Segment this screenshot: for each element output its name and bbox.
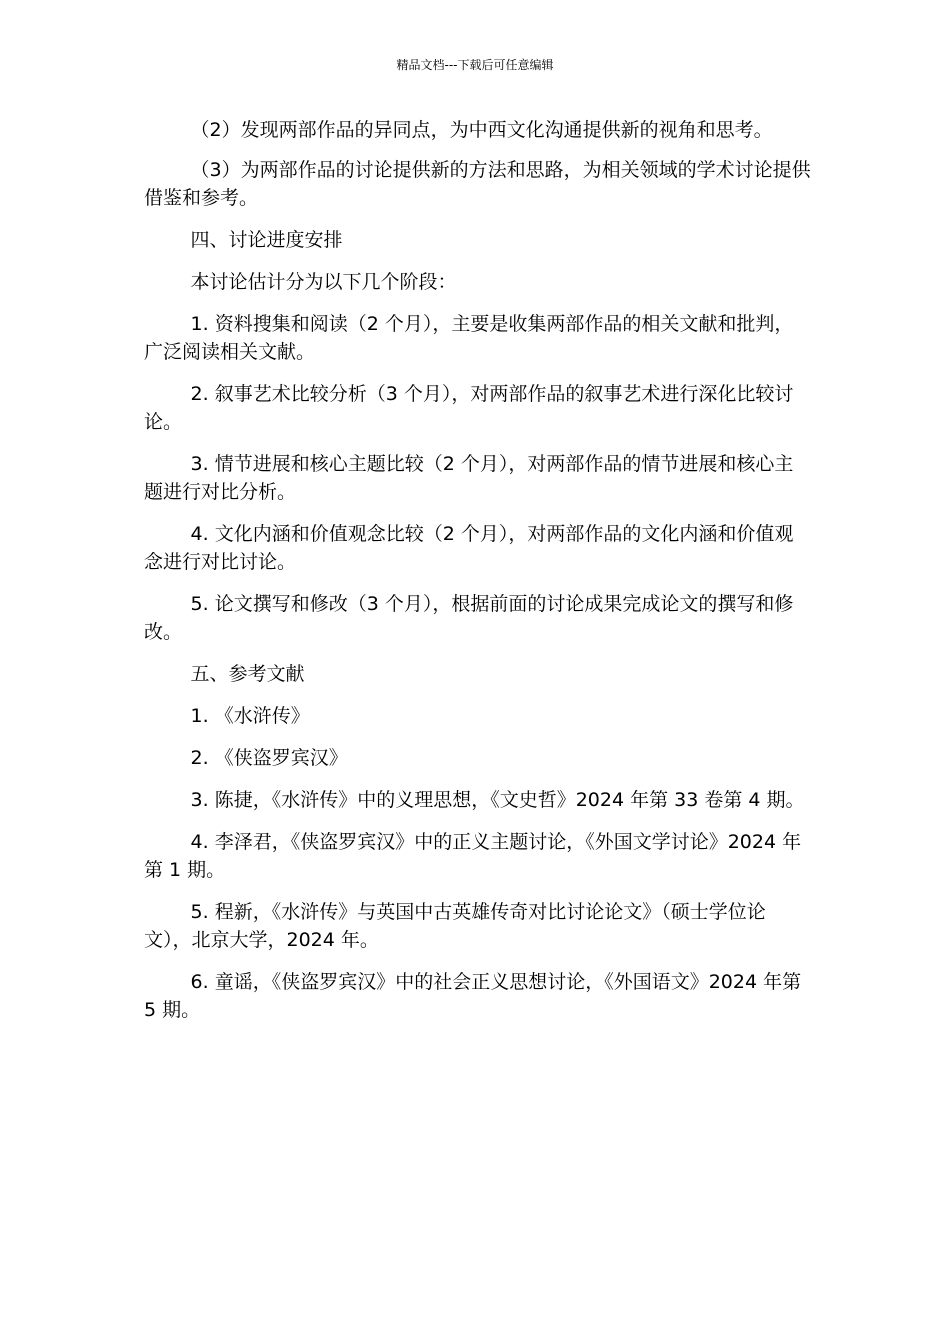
schedule-item-4: 4. 文化内涵和价值观念比较（2 个月），对两部作品的文化内涵和价值观念进行对比讨论。 [144,523,794,573]
reference-item-1: 1. 《水浒传》 [190,705,310,727]
document-body [144,116,812,1038]
reference-item-5: 5. 程新，《水浒传》与英国中古英雄传奇对比讨论论文》（硕士学位论文），北京大学，2024 年。 [144,901,766,951]
schedule-item-5: 5. 论文撰写和修改（3 个月），根据前面的讨论成果完成论文的撰写和修改。 [144,593,794,643]
schedule-item-1: 1. 资料搜集和阅读（2 个月），主要是收集两部作品的相关文献和批判，广泛阅读相关文献。 [144,313,794,363]
schedule-item-3: 3. 情节进展和核心主题比较（2 个月），对两部作品的情节进展和核心主题进行对比分析。 [144,453,794,503]
reference-item-6: 6. 童谣，《侠盗罗宾汉》中的社会正义思想讨论，《外国语文》2024 年第 5 期。 [144,971,802,1021]
paragraph-objective-3: （3）为两部作品的讨论提供新的方法和思路，为相关领域的学术讨论提供借鉴和参考。 [144,159,811,209]
reference-item-3: 3. 陈捷，《水浒传》中的义理思想，《文史哲》2024 年第 33 卷第 4 期。 [190,789,805,811]
page-header: 精品文档---下载后可任意编辑 [396,58,554,72]
paragraph-objective-2: （2）发现两部作品的异同点，为中西文化沟通提供新的视角和思考。 [190,119,773,141]
section-heading-schedule: 四、讨论进度安排 [190,229,343,251]
paragraph-schedule-intro: 本讨论估计分为以下几个阶段： [190,271,457,293]
reference-item-2: 2. 《侠盗罗宾汉》 [190,747,348,769]
schedule-item-2: 2. 叙事艺术比较分析（3 个月），对两部作品的叙事艺术进行深化比较讨论。 [144,383,794,433]
reference-item-4: 4. 李泽君，《侠盗罗宾汉》中的正义主题讨论，《外国文学讨论》2024 年第 1 期。 [144,831,802,881]
section-heading-references: 五、参考文献 [190,663,305,685]
